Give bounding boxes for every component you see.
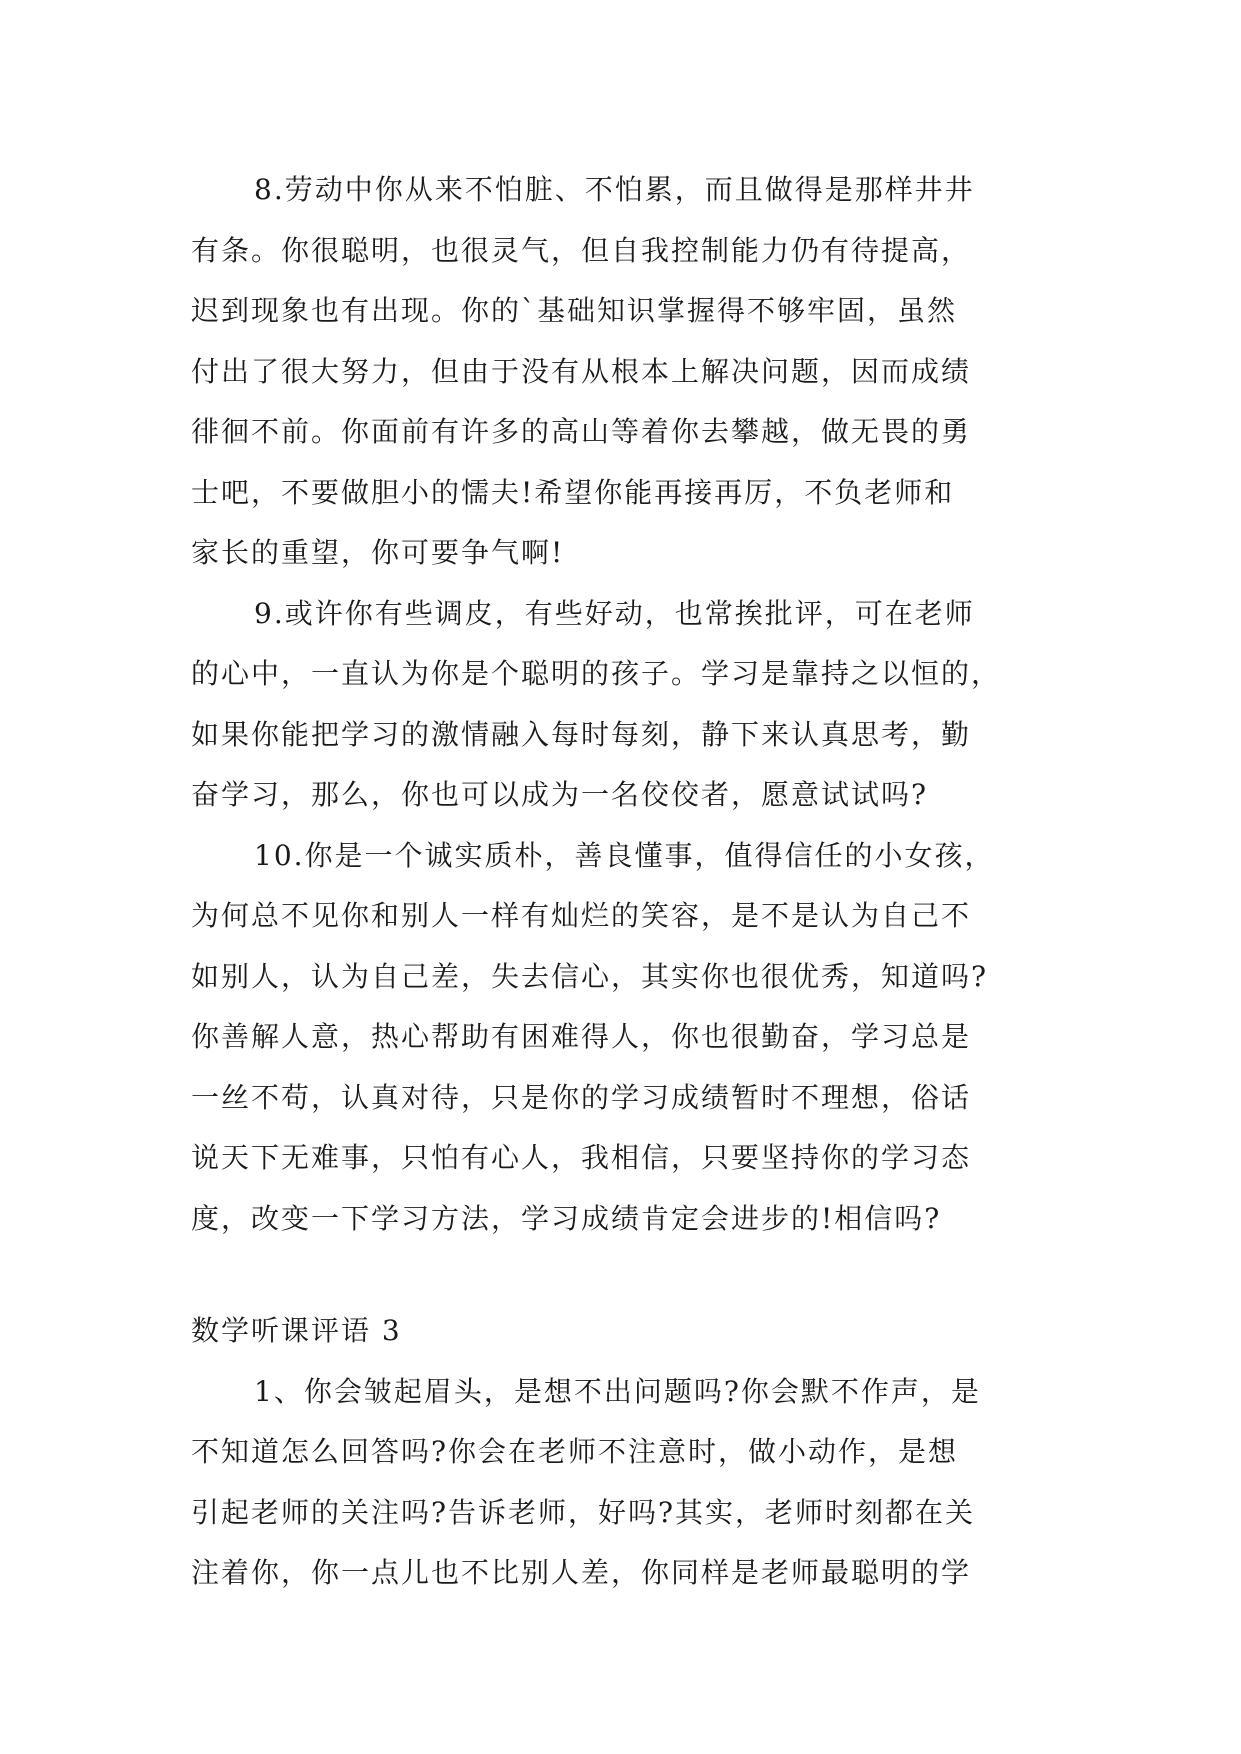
paragraph-line: 如别人，认为自己差，失去信心，其实你也很优秀，知道吗? [191, 959, 989, 993]
paragraph-line: 度，改变一下学习方法，学习成绩肯定会进步的!相信吗? [191, 1201, 942, 1235]
paragraph-line: 9.或许你有些调皮，有些好动，也常挨批评，可在老师 [254, 596, 975, 630]
paragraph-line: 奋学习，那么，你也可以成为一名佼佼者，愿意试试吗? [191, 778, 929, 811]
paragraph-line: 1、你会皱起眉头，是想不出问题吗?你会默不作声，是 [254, 1374, 981, 1408]
paragraph-line: 不知道怎么回答吗?你会在老师不注意时，做小动作，是想 [191, 1435, 959, 1468]
paragraph-line: 引起老师的关注吗?告诉老师，好吗?其实，老师时刻都在关 [191, 1495, 976, 1529]
paragraph-8 [191, 160, 1051, 584]
paragraph-line: 如果你能把学习的激情融入每时每刻，静下来认真思考，勤 [191, 717, 972, 751]
document-body [191, 160, 1051, 1604]
paragraph-line: 付出了很大努力，但由于没有从根本上解决问题，因而成绩 [191, 354, 972, 388]
paragraph-line: 家长的重望，你可要争气啊! [191, 536, 565, 569]
paragraph-line: 迟到现象也有出现。你的`基础知识掌握得不够牢固，虽然 [191, 294, 958, 327]
paragraph-line: 说天下无难事，只怕有心人，我相信，只要坚持你的学习态 [191, 1141, 972, 1174]
paragraph-line: 徘徊不前。你面前有许多的高山等着你去攀越，做无畏的勇 [191, 415, 972, 448]
paragraph-line: 你善解人意，热心帮助有困难得人，你也很勤奋，学习总是 [191, 1020, 972, 1053]
paragraph-line: 8.劳动中你从来不怕脏、不怕累，而且做得是那样井井 [254, 173, 975, 206]
paragraph-line: 10.你是一个诚实质朴，善良懂事，值得信任的小女孩， [254, 838, 995, 872]
paragraph-10 [191, 826, 1051, 1250]
section-paragraph-1 [191, 1362, 1051, 1604]
section-title: 数学听课评语 3 [191, 1314, 402, 1347]
paragraph-line: 为何总不见你和别人一样有灿烂的笑容，是不是认为自己不 [191, 899, 972, 932]
paragraph-line: 士吧，不要做胆小的懦夫!希望你能再接再厉，不负老师和 [191, 475, 955, 509]
paragraph-9 [191, 584, 1051, 826]
paragraph-line: 的心中，一直认为你是个聪明的孩子。学习是靠持之以恒的， [191, 657, 1002, 690]
paragraph-line: 注着你，你一点儿也不比别人差，你同样是老师最聪明的学 [191, 1556, 972, 1589]
paragraph-line: 一丝不苟，认真对待，只是你的学习成绩暂时不理想，俗话 [191, 1080, 972, 1114]
section-spacer [191, 1249, 1051, 1301]
paragraph-line: 有条。你很聪明，也很灵气，但自我控制能力仍有待提高， [191, 233, 972, 267]
